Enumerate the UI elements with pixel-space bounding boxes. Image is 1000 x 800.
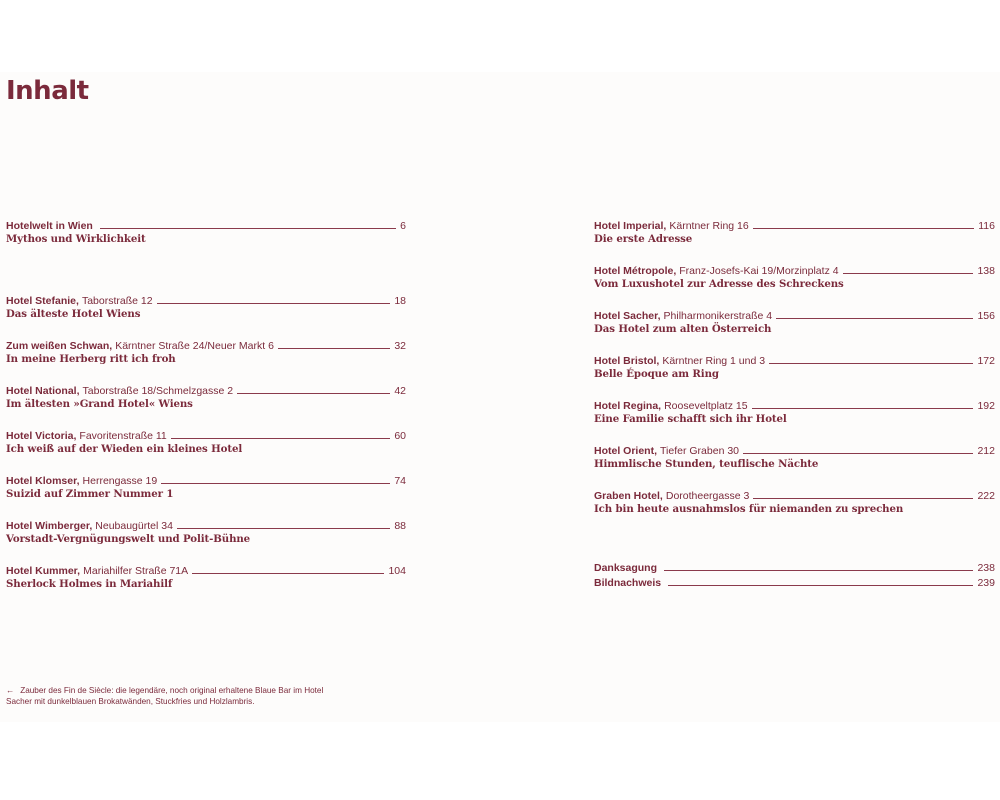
toc-leader-line	[776, 318, 973, 319]
toc-entry[interactable]	[594, 263, 995, 293]
toc-entry-address: Rooseveltplatz 15	[664, 400, 748, 412]
toc-back-matter	[594, 560, 995, 590]
toc-entry-subtitle: Sherlock Holmes in Mariahilf	[6, 578, 173, 590]
toc-leader-line	[192, 573, 384, 574]
toc-entry-line[interactable]	[594, 353, 995, 367]
toc-entry-address: Franz-Josefs-Kai 19/Morzinplatz 4	[679, 265, 839, 277]
toc-entry-line[interactable]	[6, 563, 406, 577]
toc-page-number: 239	[977, 577, 995, 589]
toc-entry-address: Kärntner Ring 1 und 3	[662, 355, 766, 367]
toc-entry-title: Danksagung	[594, 562, 658, 574]
toc-entry-title: Hotel Kummer,	[6, 565, 81, 577]
toc-leader-line	[171, 438, 391, 439]
toc-page-number: 18	[394, 295, 406, 307]
toc-entry-address: Kärntner Ring 16	[669, 220, 749, 232]
toc-leader-line	[100, 228, 396, 229]
toc-entry[interactable]	[594, 560, 995, 575]
toc-entry-title: Hotel Orient,	[594, 445, 658, 457]
toc-entry-address: Neubaugürtel 34	[95, 520, 173, 532]
toc-leader-line	[752, 408, 974, 409]
toc-entry-title: Bildnachweis	[594, 577, 662, 589]
toc-entry-address: Herrengasse 19	[82, 475, 158, 487]
toc-entry-address: Favoritenstraße 11	[79, 430, 167, 442]
toc-entry-title: Hotel Imperial,	[594, 220, 667, 232]
toc-entry-line[interactable]	[6, 218, 406, 232]
image-caption	[6, 685, 346, 707]
toc-entry-address: Mariahilfer Straße 71A	[83, 565, 189, 577]
toc-entry-line[interactable]	[6, 518, 406, 532]
toc-leader-line	[753, 228, 975, 229]
toc-entry-title: Hotel Métropole,	[594, 265, 677, 277]
toc-entry-line[interactable]	[6, 338, 406, 352]
toc-page-number: 74	[394, 475, 406, 487]
toc-entry-subtitle: Belle Époque am Ring	[594, 368, 719, 380]
toc-page-number: 138	[977, 265, 995, 277]
toc-entry[interactable]	[6, 338, 406, 368]
toc-entry[interactable]	[594, 575, 995, 590]
toc-page-number: 60	[394, 430, 406, 442]
toc-entry-subtitle: Suizid auf Zimmer Nummer 1	[6, 488, 174, 500]
toc-entry-line[interactable]	[594, 488, 995, 502]
toc-page-number: 42	[394, 385, 406, 397]
toc-leader-line	[769, 363, 973, 364]
toc-entry-subtitle: Himmlische Stunden, teuflische Nächte	[594, 458, 819, 470]
toc-right-column	[594, 218, 995, 533]
toc-entry-title: Hotel Wimberger,	[6, 520, 93, 532]
toc-entry-title: Hotel Klomser,	[6, 475, 80, 487]
caption-text: Zauber des Fin de Siècle: die legendäre, noch original erhaltene Blaue Bar im Hotel Sacher mit dunkelblauen Brokatwänden, Stuckfries und Holzlambris.	[6, 686, 324, 706]
toc-entry[interactable]	[594, 353, 995, 383]
toc-entry-title: Graben Hotel,	[594, 490, 663, 502]
toc-page-number: 156	[977, 310, 995, 322]
toc-entry-line[interactable]	[6, 383, 406, 397]
toc-leader-line	[753, 498, 973, 499]
toc-entry-subtitle: Ich weiß auf der Wieden ein kleines Hotel	[6, 443, 243, 455]
toc-page-number: 116	[978, 220, 995, 232]
toc-leader-line	[668, 585, 973, 586]
toc-entry-subtitle: Eine Familie schafft sich ihr Hotel	[594, 413, 787, 425]
toc-entry[interactable]	[6, 383, 406, 413]
toc-leader-line	[278, 348, 390, 349]
toc-entry[interactable]	[6, 518, 406, 548]
toc-entry-title: Hotelwelt in Wien	[6, 220, 93, 232]
toc-leader-line	[237, 393, 390, 394]
toc-entry-subtitle: Mythos und Wirklichkeit	[6, 233, 146, 245]
toc-entry-subtitle: Vorstadt-Vergnügungswelt und Polit-Bühne	[6, 533, 251, 545]
toc-entry[interactable]	[594, 398, 995, 428]
toc-entry-subtitle: Das Hotel zum alten Österreich	[594, 323, 772, 335]
toc-entry-title: Hotel Victoria,	[6, 430, 77, 442]
toc-entry-subtitle: Die erste Adresse	[594, 233, 693, 245]
toc-entry-title: Hotel Sacher,	[594, 310, 661, 322]
toc-leader-line	[743, 453, 973, 454]
toc-entry-address: Tiefer Graben 30	[660, 445, 740, 457]
toc-page-number: 104	[388, 565, 406, 577]
toc-entry-subtitle: In meine Herberg ritt ich froh	[6, 353, 176, 365]
toc-leader-line	[843, 273, 974, 274]
toc-entry-title: Hotel Bristol,	[594, 355, 660, 367]
toc-entry-line[interactable]	[6, 293, 406, 307]
toc-entry[interactable]	[6, 428, 406, 458]
toc-entry-line[interactable]	[6, 428, 406, 442]
toc-entry-address: Taborstraße 12	[81, 295, 153, 307]
toc-page-number: 32	[394, 340, 406, 352]
toc-entry-line[interactable]	[594, 560, 995, 574]
toc-entry-subtitle: Im ältesten »Grand Hotel« Wiens	[6, 398, 193, 410]
toc-page-number: 172	[977, 355, 995, 367]
toc-entry-title: Zum weißen Schwan,	[6, 340, 113, 352]
toc-entry[interactable]	[594, 443, 995, 473]
toc-page-number: 212	[977, 445, 995, 457]
toc-leader-line	[157, 303, 391, 304]
page-title: Inhalt	[6, 76, 89, 106]
toc-page-number: 222	[977, 490, 995, 502]
toc-left-column	[6, 218, 406, 608]
toc-leader-line	[664, 570, 973, 571]
toc-entry-address: Dorotheergasse 3	[665, 490, 750, 502]
toc-page-number: 192	[977, 400, 995, 412]
toc-entry-title: Hotel Stefanie,	[6, 295, 79, 307]
toc-entry-line[interactable]	[594, 308, 995, 322]
toc-entry-line[interactable]	[594, 398, 995, 412]
toc-entry[interactable]	[6, 218, 406, 248]
toc-entry[interactable]	[6, 293, 406, 323]
toc-entry-title: Hotel Regina,	[594, 400, 662, 412]
toc-entry-line[interactable]	[6, 473, 406, 487]
toc-leader-line	[161, 483, 390, 484]
toc-entry-line[interactable]	[594, 443, 995, 457]
toc-entry-address: Kärntner Straße 24/Neuer Markt 6	[115, 340, 274, 352]
toc-entry-subtitle: Ich bin heute ausnahmslos für niemanden zu sprechen	[594, 503, 904, 515]
toc-entry-address: Philharmonikerstraße 4	[663, 310, 773, 322]
toc-entry[interactable]	[594, 218, 995, 248]
toc-entry-address: Taborstraße 18/Schmelzgasse 2	[82, 385, 234, 397]
toc-entry-line[interactable]	[594, 263, 995, 277]
toc-entry-title: Hotel National,	[6, 385, 80, 397]
toc-entry-subtitle: Das älteste Hotel Wiens	[6, 308, 141, 320]
toc-entry[interactable]	[6, 563, 406, 593]
toc-leader-line	[177, 528, 390, 529]
left-arrow-icon: ←	[6, 686, 15, 695]
toc-entry[interactable]	[594, 488, 995, 518]
toc-page-number: 88	[394, 520, 406, 532]
toc-entry-subtitle: Vom Luxushotel zur Adresse des Schreckens	[594, 278, 844, 290]
toc-entry[interactable]	[6, 473, 406, 503]
toc-entry-line[interactable]	[594, 575, 995, 589]
toc-entry-line[interactable]	[594, 218, 995, 232]
toc-entry[interactable]	[594, 308, 995, 338]
toc-page-number: 6	[400, 220, 406, 232]
toc-page-number: 238	[977, 562, 995, 574]
